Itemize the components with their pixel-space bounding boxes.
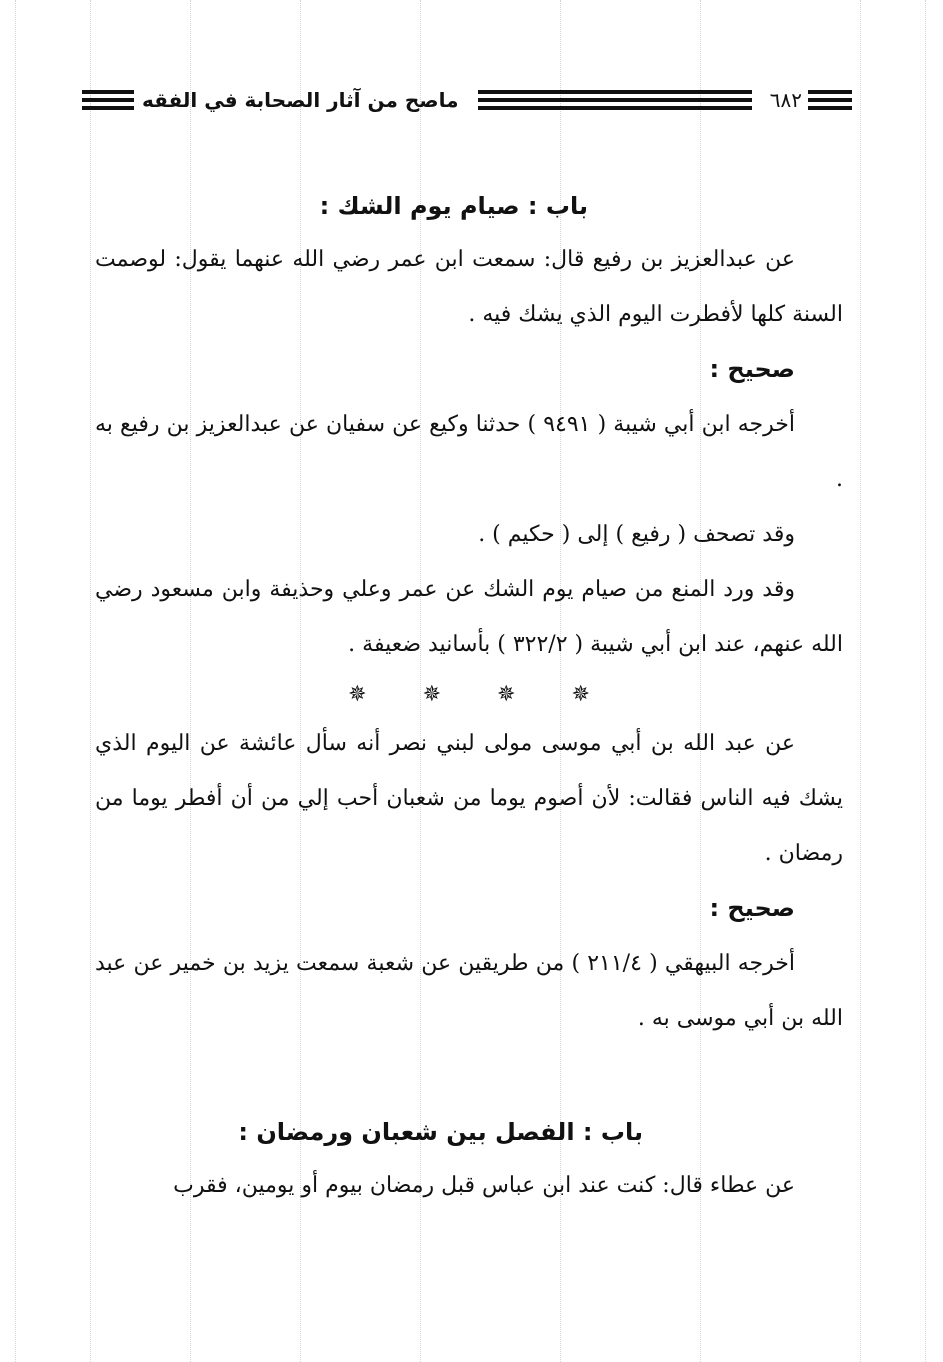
chapter-heading: باب : الفصل بين شعبان ورمضان :	[238, 1118, 643, 1146]
page-number: ٦٨٢	[769, 88, 802, 112]
note-paragraph: وقد ورد المنع من صيام يوم الشك عن عمر وعلي وحذيفة وابن مسعود رضي الله عنهم، عند ابن أبي شيبة ( ٣٢٢/٢ ) بأسانيد ضعيفة .	[95, 577, 843, 657]
hadith-text: عن عطاء قال: كنت عند ابن عباس قبل رمضان بيوم أو يومين، فقرب	[173, 1173, 795, 1198]
header-title: ماصح من آثار الصحابة في الفقه	[142, 88, 459, 112]
asterisk-ornament-icon: ✵	[348, 681, 367, 707]
scan-artifact-line	[90, 0, 91, 1362]
asterisk-ornament-icon: ✵	[497, 681, 516, 707]
header-rule-left	[82, 90, 134, 110]
grade-label: صحيح :	[709, 355, 795, 383]
header-rule-right	[808, 90, 852, 110]
hadith-text: عن عبد الله بن أبي موسى مولى لبني نصر أنه سأل عائشة عن اليوم الذي يشك فيه الناس فقالت: لأن أصوم يوما من شعبان أحب إلي من أن أفطر يوما من رمضان .	[95, 731, 843, 866]
scan-artifact-line	[15, 0, 16, 1362]
takhrij-text: أخرجه البيهقي ( ٢١١/٤ ) من طريقين عن شعبة سمعت يزيد بن خمير عن عبد الله بن أبي موسى به .	[95, 951, 843, 1031]
grade-label: صحيح :	[709, 894, 795, 922]
page-body	[95, 180, 843, 1213]
asterisk-ornament-icon: ✵	[571, 681, 590, 707]
section-separator	[95, 672, 843, 716]
scan-artifact-line	[860, 0, 861, 1362]
hadith-text: عن عبدالعزيز بن رفيع قال: سمعت ابن عمر رضي الله عنهما يقول: لوصمت السنة كلها لأفطرت اليوم الذي يشك فيه .	[95, 247, 843, 327]
header-rule-middle	[478, 90, 751, 110]
chapter-heading: باب : صيام يوم الشك :	[319, 192, 588, 220]
note-paragraph: وقد تصحف ( رفيع ) إلى ( حكيم ) .	[478, 522, 795, 547]
running-header	[82, 80, 852, 120]
asterisk-ornament-icon: ✵	[422, 681, 441, 707]
takhrij-text: أخرجه ابن أبي شيبة ( ٩٤٩١ ) حدثنا وكيع عن سفيان عن عبدالعزيز بن رفيع به .	[95, 412, 843, 492]
scan-artifact-line	[925, 0, 926, 1362]
